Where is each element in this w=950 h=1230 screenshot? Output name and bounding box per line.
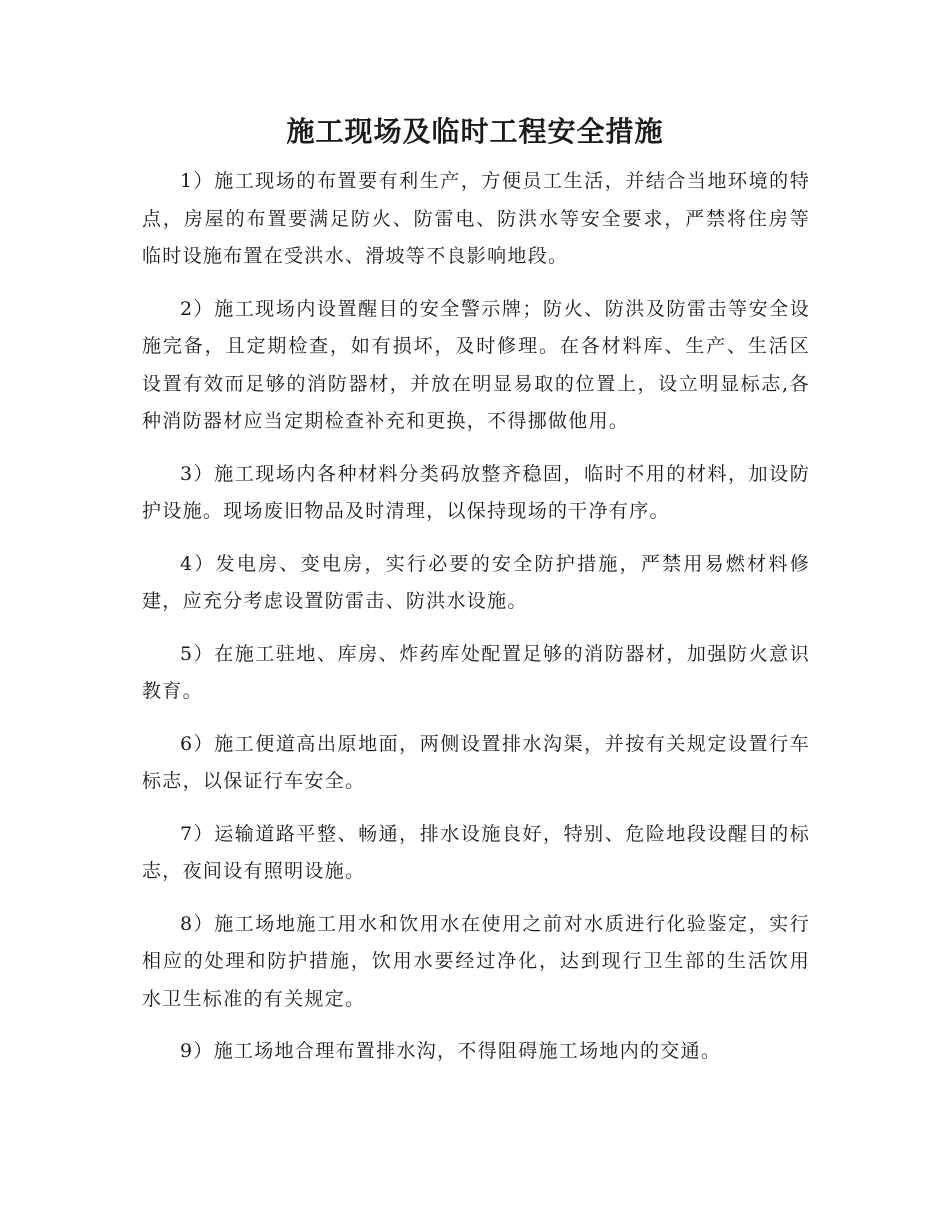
- paragraph-4: 4）发电房、变电房，实行必要的安全防护措施，严禁用易燃材料修建，应充分考虑设置防雷击、防洪水设施。: [142, 552, 810, 612]
- paragraph-2: 2）施工现场内设置醒目的安全警示牌；防火、防洪及防雷击等安全设施完备，且定期检查，如有损坏，及时修理。在各材料库、生产、生活区设置有效而足够的消防器材，并放在明显易取的位置上，设立明显标志,各种消防器材应当定期检查补充和更换，不得挪做他用。: [142, 297, 810, 432]
- paragraph-7: 7）运输道路平整、畅通，排水设施良好，特别、危险地段设醒目的标志，夜间设有照明设施。: [142, 822, 810, 882]
- paragraph-6: 6）施工便道高出原地面，两侧设置排水沟渠，并按有关规定设置行车标志，以保证行车安全。: [142, 732, 810, 792]
- paragraph-5: 5）在施工驻地、库房、炸药库处配置足够的消防器材，加强防火意识教育。: [142, 642, 810, 702]
- document-body: [142, 163, 810, 1086]
- paragraph-1: 1）施工现场的布置要有利生产，方便员工生活，并结合当地环境的特点，房屋的布置要满足防火、防雷电、防洪水等安全要求，严禁将住房等临时设施布置在受洪水、滑坡等不良影响地段。: [142, 170, 810, 267]
- paragraph-3: 3）施工现场内各种材料分类码放整齐稳固，临时不用的材料，加设防护设施。现场废旧物品及时清理，以保持现场的干净有序。: [142, 462, 810, 522]
- document-title: 施工现场及临时工程安全措施: [286, 115, 664, 148]
- paragraph-9: 9）施工场地合理布置排水沟，不得阻碍施工场地内的交通。: [180, 1040, 722, 1062]
- paragraph-8: 8）施工场地施工用水和饮用水在使用之前对水质进行化验鉴定，实行相应的处理和防护措施，饮用水要经过净化，达到现行卫生部的生活饮用水卫生标准的有关规定。: [142, 912, 810, 1010]
